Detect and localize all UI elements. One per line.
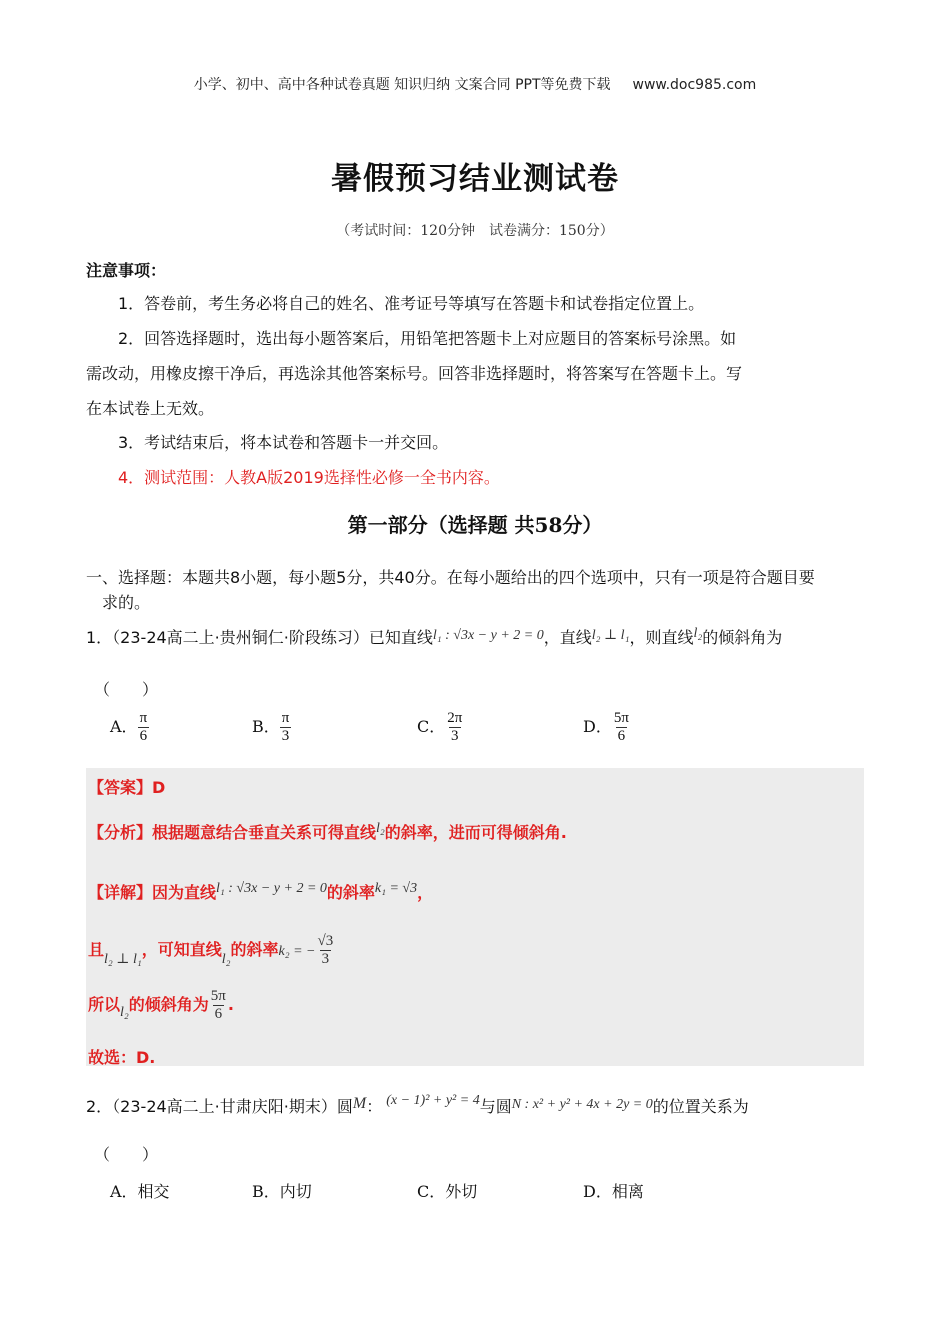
q2-option-a[interactable]: A．相交 <box>110 1182 170 1201</box>
q1-option-a[interactable]: A． $\frac{\pi}{6}$ <box>110 710 148 744</box>
q1-perp: l₂ ⊥ l₁ <box>591 628 630 643</box>
question-1 <box>86 625 782 648</box>
q1-so-l2: l₂ <box>120 1005 129 1020</box>
q1-mid2: ，则直线 <box>629 628 694 647</box>
page-title: 暑假预习结业测试卷 <box>331 161 619 197</box>
notice-heading: 注意事项： <box>86 261 167 280</box>
q2-option-c[interactable]: C．外切 <box>417 1182 478 1201</box>
q1-answer: 【答案】D <box>88 778 166 797</box>
q1-detail-and: 且l₂ ⊥ l₁，可知直线l₂的斜率k₂ = − $\frac{√3}{3}$ <box>88 933 334 967</box>
q1-prefix: 1．（23-24高二上·贵州铜仁·阶段练习）已知直线 <box>86 628 433 647</box>
q1-k2-fraction: $\frac{√3}{3}$ <box>317 933 334 967</box>
q1-detail-equation: l₁ : √3x − y + 2 = 0 <box>216 881 327 896</box>
q1-option-a-fraction: $\frac{\pi}{6}$ <box>139 710 148 744</box>
q1-choose: 故选：D. <box>88 1048 156 1067</box>
q1-equation-l1: l₁ : √3x − y + 2 = 0 <box>432 628 544 643</box>
q2-option-b[interactable]: B．内切 <box>252 1182 312 1201</box>
q1-so-fraction: $\frac{5\pi}{6}$ <box>210 988 226 1022</box>
q1-analysis: 【分析】根据题意结合垂直关系可得直线l₂的斜率，进而可得倾斜角. <box>88 821 567 842</box>
q1-mid: ，直线 <box>543 628 592 647</box>
exam-subtitle: （考试时间：120分钟 试卷满分：150分） <box>336 223 614 239</box>
q1-and-l2: l₂ <box>221 952 231 967</box>
question-2: 2．（23-24高二上·甘肃庆阳·期末）圆M： (x − 1)² + y² = 4与圆N : x² + y² + 4x + 2y = 0的位置关系为 <box>86 1093 749 1116</box>
q1-option-b-fraction: $\frac{\pi}{3}$ <box>281 710 290 744</box>
q1-option-d[interactable]: D． $\frac{5\pi}{6}$ <box>583 710 629 744</box>
q2-answer-paren: （ ） <box>94 1145 159 1164</box>
q1-option-c[interactable]: C． $\frac{2\pi}{3}$ <box>417 710 463 744</box>
q1-option-c-fraction: $\frac{2\pi}{3}$ <box>447 710 463 744</box>
q1-analysis-l2: l₂ <box>376 821 385 836</box>
notice-item-3: 3．考试结束后，将本试卷和答题卡一并交回。 <box>118 433 449 452</box>
notice-item-2-line1: 2．回答选择题时，选出每小题答案后，用铅笔把答题卡上对应题目的答案标号涂黑。如 <box>118 329 737 348</box>
q2-equation-M: (x − 1)² + y² = 4 <box>386 1093 480 1108</box>
q1-detail: 【详解】因为直线l₁ : √3x − y + 2 = 0的斜率k₁ = √3， <box>88 881 434 902</box>
q1-and-perp: l₂ ⊥ l₁ <box>104 952 142 967</box>
q1-suffix: 的倾斜角为 <box>702 628 783 647</box>
q1-option-b[interactable]: B． $\frac{\pi}{3}$ <box>252 710 290 744</box>
section-instruction-line2: 求的。 <box>102 593 151 612</box>
q1-option-d-fraction: $\frac{5\pi}{6}$ <box>613 710 629 744</box>
part-heading: 第一部分（选择题 共58分） <box>347 513 603 537</box>
q1-detail-so: 所以l₂的倾斜角为 $\frac{5\pi}{6}$ . <box>88 988 234 1022</box>
q2-prefix: 2．（23-24高二上·甘肃庆阳·期末）圆 <box>86 1097 353 1116</box>
notice-item-1: 1．答卷前，考生务必将自己的姓名、准考证号等填写在答题卡和试卷指定位置上。 <box>118 294 705 313</box>
page-header <box>0 74 950 94</box>
notice-item-2-line2: 需改动，用橡皮擦干净后，再选涂其他答案标号。回答非选择题时，将答案写在答题卡上。写 <box>86 364 743 383</box>
notice-item-2-line3: 在本试卷上无效。 <box>86 399 215 418</box>
section-instruction-line1: 一、选择题：本题共8小题，每小题5分，共40分。在每小题给出的四个选项中，只有一项是符合题目要 <box>86 568 815 587</box>
q2-M: M <box>352 1095 367 1112</box>
q1-detail-k1: k₁ = √3 <box>374 881 418 896</box>
q1-answer-paren: （ ） <box>94 680 159 699</box>
header-text: 小学、初中、高中各种试卷真题 知识归纳 文案合同 PPT等免费下载 <box>193 77 611 93</box>
q2-equation-N: N : x² + y² + 4x + 2y = 0 <box>511 1097 653 1112</box>
q2-option-d[interactable]: D．相离 <box>583 1182 644 1201</box>
q1-k2-left: k₂ = − <box>278 944 316 959</box>
q1-l2: l₂ <box>693 626 703 641</box>
header-url[interactable]: www.doc985.com <box>632 77 757 93</box>
notice-item-4: 4．测试范围：人教A版2019选择性必修一全书内容。 <box>118 468 500 487</box>
